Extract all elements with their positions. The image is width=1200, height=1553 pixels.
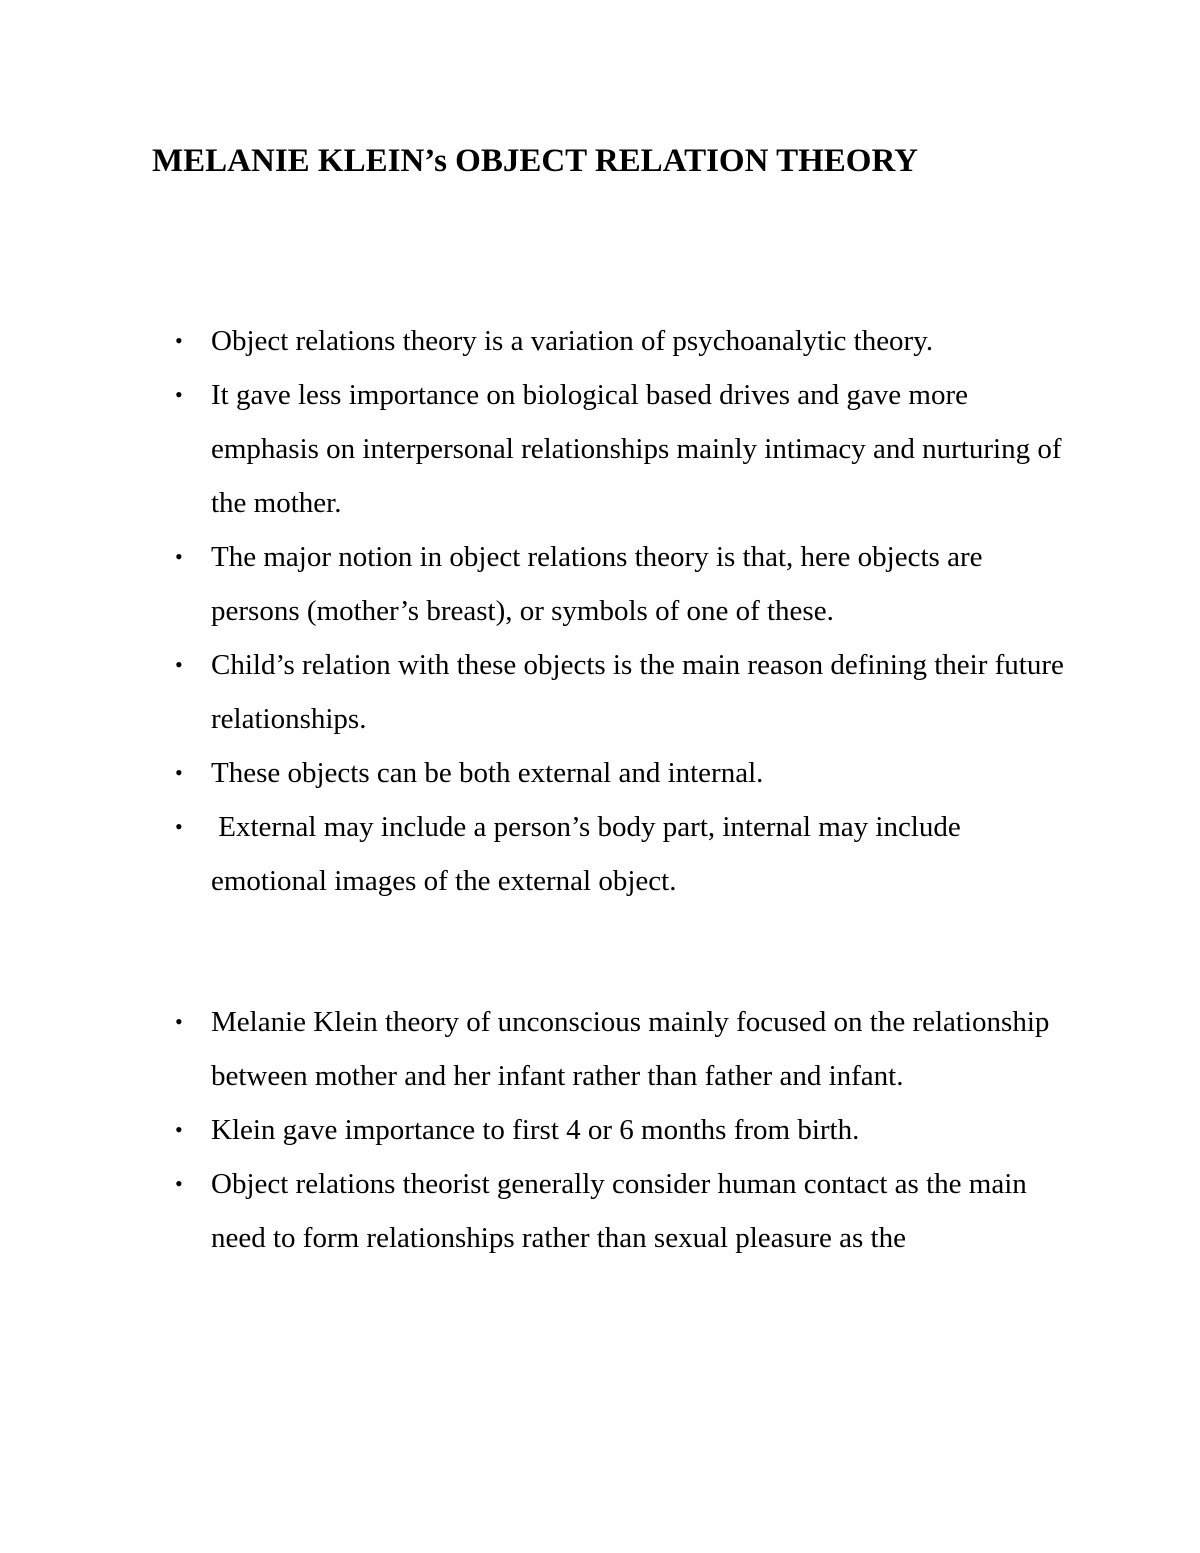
bullet-icon	[175, 314, 189, 368]
bullet-icon	[175, 368, 189, 422]
list-item-text: It gave less importance on biological based drives and gave more emphasis on interpersonal relationships mainly intimacy and nurturing of the mother.	[211, 379, 1062, 519]
list-item	[0, 368, 1071, 530]
list-item	[0, 638, 1071, 746]
list-item	[0, 530, 1071, 638]
list-item-text: Melanie Klein theory of unconscious mainly focused on the relationship between mother and her infant rather than father and infant.	[211, 1006, 1050, 1092]
list-item-text: The major notion in object relations theory is that, here objects are persons (mother’s breast), or symbols of one of these.	[211, 541, 983, 627]
bullet-icon	[175, 1157, 189, 1211]
list-item-text: Child’s relation with these objects is the main reason defining their future relationships.	[211, 649, 1064, 735]
page-title: MELANIE KLEIN’s OBJECT RELATION THEORY	[152, 143, 918, 179]
bullet-icon	[175, 746, 189, 800]
list-item-text: Klein gave importance to first 4 or 6 months from birth.	[211, 1114, 860, 1146]
list-item	[0, 1103, 1071, 1157]
list-item-text: Object relations theory is a variation of psychoanalytic theory.	[211, 325, 934, 357]
bullet-icon	[175, 995, 189, 1049]
list-item	[0, 746, 1071, 800]
bullet-list	[0, 995, 1200, 1265]
list-item	[0, 995, 1071, 1103]
list-item-text: Object relations theorist generally consider human contact as the main need to form relationships rather than sexual pleasure as the	[211, 1168, 1027, 1254]
bullet-icon	[175, 638, 189, 692]
list-item-text: These objects can be both external and internal.	[211, 757, 764, 789]
list-item	[0, 800, 1071, 908]
list-item	[0, 314, 1071, 368]
list-item-text: External may include a person’s body part, internal may include emotional images of the external object.	[211, 811, 968, 897]
bullet-icon	[175, 1103, 189, 1157]
bullet-icon	[175, 800, 189, 854]
list-item	[0, 1157, 1071, 1265]
bullet-list	[0, 314, 1200, 908]
bullet-icon	[175, 530, 189, 584]
